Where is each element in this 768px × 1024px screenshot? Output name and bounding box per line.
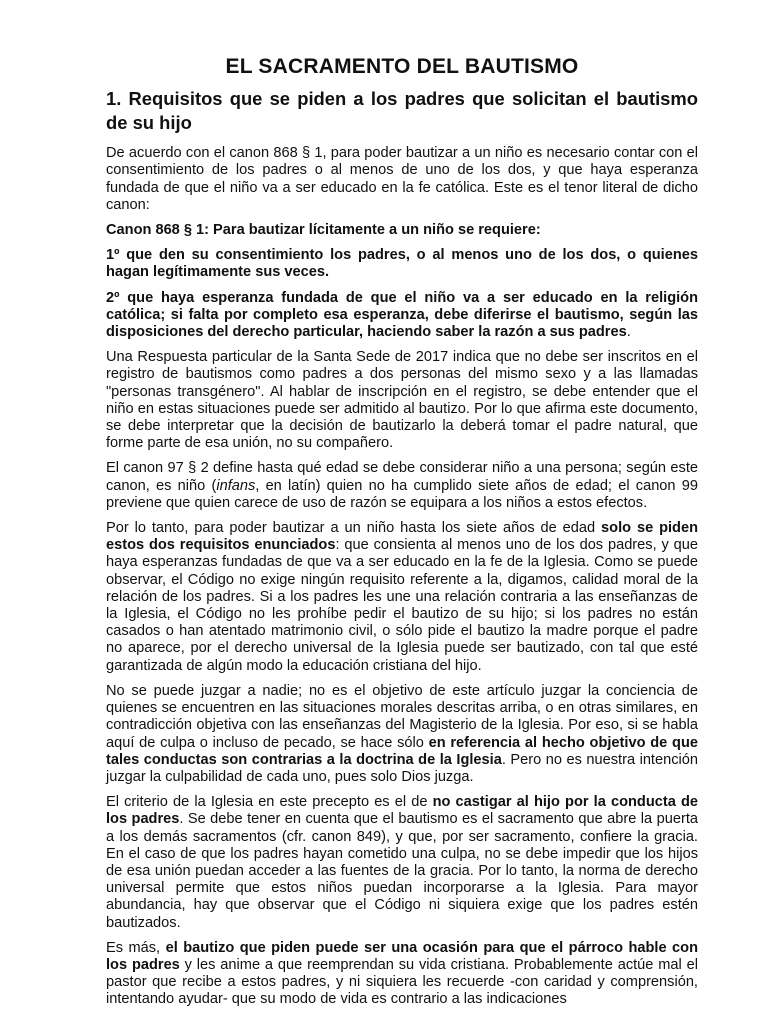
es-mas-text-b: y les anime a que reemprendan su vida cristiana. Probablemente actúe mal el pastor que recibe a estos padres, y ni siquiera les recuerde -con caridad y comprensión, intentando ayudar- que su modo de vida es contrario a las indicaciones: [106, 956, 698, 1008]
canon-97-text-b: , en latín) quien no ha cumplido siete años de edad; el canon 99 previene que quien carece de uso de razón se equipara a los niños a estos efectos.: [106, 477, 698, 511]
por-lo-tanto-bold: solo se piden estos dos requisitos enunciados: [106, 520, 698, 554]
paragraph-juzgar: [106, 683, 698, 786]
canon-97-italic: infans: [216, 477, 256, 494]
canon-requirement-2-text: 2º que haya esperanza fundada de que el niño va a ser educado en la religión católica; si falta por completo esa esperanza, debe diferirse el bautismo, según las disposiciones del derecho particular, haciendo saber la razón a sus padres: [106, 289, 698, 341]
paragraph-por-lo-tanto: [106, 520, 698, 675]
canon-97-text-a: El canon 97 § 2 define hasta qué edad se debe considerar niño a una persona; según este canon, es niño (: [106, 460, 698, 494]
por-lo-tanto-text-b: : que consienta al menos uno de los dos padres, y que haya esperanzas fundadas de que va a ser educado en la fe de la Iglesia. Como se puede observar, el Código no exige ningún requisito referente a la, digamos, calidad moral de la relación de los padres. Si a los padres les une una relación contraria a las enseñanzas de la Iglesia, el Código no les prohíbe pedir el bautizo de su hijo; si los padres no están casados o han atentado matrimonio civil, o sólo pide el bautizo la madre porque el padre no aparece, por el derecho universal de la Iglesia puede ser bautizado, con tal que esté garantizada de algún modo la educación cristiana del hijo.: [106, 537, 698, 674]
juzgar-text-b: . Pero no es nuestra intención juzgar la culpabilidad de cada uno, pues solo Dios juzga.: [106, 751, 698, 785]
document-title: EL SACRAMENTO DEL BAUTISMO: [225, 55, 579, 78]
paragraph-intro: De acuerdo con el canon 868 § 1, para poder bautizar a un niño es necesario contar con el consentimiento de los padres o al menos de uno de los dos, y que haya esperanza fundada de que el niño va a ser educado en la fe católica. Este es el tenor literal de dicho canon:: [106, 145, 698, 213]
section-heading: 1. Requisitos que se piden a los padres que solicitan el bautismo de su hijo: [106, 88, 698, 134]
juzgar-bold: en referencia al hecho objetivo de que tales conductas son contrarias a la doctrina de la Iglesia: [106, 734, 698, 768]
criterio-text-a: El criterio de la Iglesia en este precepto es el de: [106, 794, 433, 811]
criterio-text-b: . Se debe tener en cuenta que el bautismo es el sacramento que abre la puerta a los demás sacramentos (cfr. canon 849), y que, por ser sacramento, confiere la gracia. En el caso de que los padres hayan cometido una culpa, no se debe impedir que los hijos de esa unión puedan acceder a las fuentes de la gracia. Por lo tanto, la norma de derecho universal permite que estos niños puedan incorporarse a la Iglesia. Para mayor abundancia, hay que observar que el Código ni siquiera exige que los padres estén bautizados.: [106, 811, 698, 931]
paragraph-es-mas: [106, 940, 698, 1009]
criterio-bold: no castigar al hijo por la conducta de los padres: [106, 794, 698, 828]
juzgar-text-a: No se puede juzgar a nadie; no es el objetivo de este artículo juzgar la conciencia de quienes se encuentren en las situaciones morales descritas arriba, o en otras similares, en contradicción objetiva con las enseñanzas del Magisterio de la Iglesia. Por eso, si se habla aquí de culpa o incluso de pecado, se hace sólo: [106, 682, 698, 751]
paragraph-canon-97: [106, 460, 698, 512]
por-lo-tanto-text-a: Por lo tanto, para poder bautizar a un niño hasta los siete años de edad: [106, 520, 602, 537]
canon-requirement-1: 1º que den su consentimiento los padres, o al menos uno de los dos, o quienes hagan legítimamente sus veces.: [106, 247, 698, 281]
canon-requirement-2-period: .: [626, 324, 631, 341]
paragraph-respuesta: Una Respuesta particular de la Santa Sede de 2017 indica que no debe ser inscritos en el registro de bautismos como padres a dos personas del mismo sexo y a las llamadas "personas transgénero". Al hablar de inscripción en el registro, se debe entender que el niño en estas situaciones puede ser admitido al bautizo. Por lo que afirma este documento, se debe interpretar que la decisión de bautizarlo la deberá tomar el padre natural, que forme parte de esa unión, no su compañero.: [106, 349, 698, 452]
paragraph-criterio: [106, 794, 698, 932]
canon-requirement-2: [106, 290, 698, 342]
canon-header: Canon 868 § 1: Para bautizar lícitamente a un niño se requiere:: [106, 222, 541, 239]
es-mas-bold: el bautizo que piden puede ser una ocasión para que el párroco hable con los padres: [106, 939, 698, 973]
es-mas-text-a: Es más,: [106, 939, 166, 956]
